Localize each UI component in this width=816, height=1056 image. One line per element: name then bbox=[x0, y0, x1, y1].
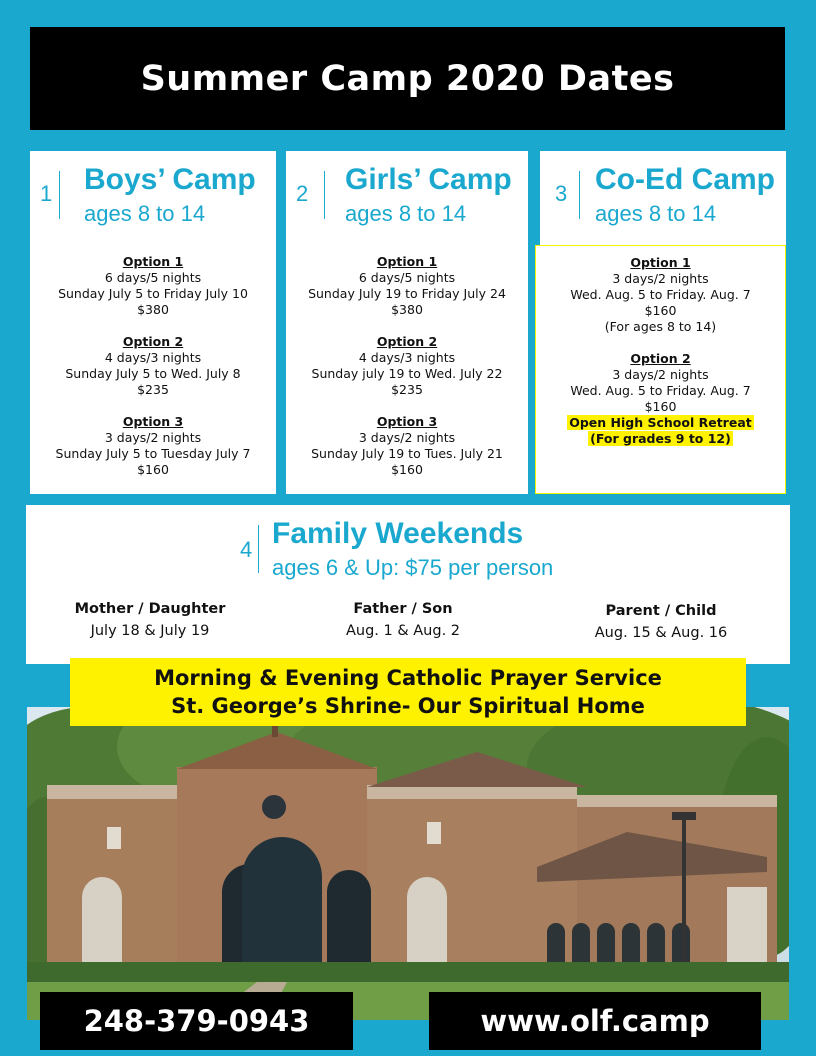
option-duration: 3 days/2 nights bbox=[612, 271, 709, 286]
option-dates: Wed. Aug. 5 to Friday. Aug. 7 bbox=[570, 287, 751, 302]
website-link[interactable]: www.olf.camp bbox=[429, 992, 761, 1050]
weekend-item bbox=[288, 601, 518, 639]
weekend-item bbox=[546, 603, 776, 641]
option-price: $380 bbox=[391, 302, 423, 317]
option-title: Option 2 bbox=[376, 334, 438, 349]
option-duration: 3 days/2 nights bbox=[104, 430, 202, 445]
prayer-line: Morning & Evening Catholic Prayer Service bbox=[154, 666, 662, 690]
option-price: $160 bbox=[391, 462, 423, 477]
option-dates: Wed. Aug. 5 to Friday. Aug. 7 bbox=[570, 383, 751, 398]
card-number: 3 bbox=[555, 181, 568, 206]
card-header bbox=[286, 151, 528, 245]
option-title: Option 1 bbox=[376, 254, 438, 269]
option-title: Option 3 bbox=[376, 414, 438, 429]
card-ages: ages 8 to 14 bbox=[595, 201, 717, 226]
card-ages: ages 8 to 14 bbox=[345, 201, 467, 226]
card-ages: ages 8 to 14 bbox=[84, 201, 206, 226]
card-number: 4 bbox=[240, 537, 253, 562]
divider bbox=[258, 525, 259, 573]
family-subtitle: ages 6 & Up: $75 per person bbox=[272, 555, 554, 580]
option-block bbox=[286, 414, 528, 478]
family-title: Family Weekends bbox=[272, 517, 524, 550]
weekend-name: Parent / Child bbox=[605, 603, 717, 619]
option-block bbox=[536, 255, 785, 335]
option-duration: 4 days/3 nights bbox=[358, 350, 456, 365]
page-title: Summer Camp 2020 Dates bbox=[30, 27, 785, 130]
coed-camp-card bbox=[540, 151, 786, 245]
option-duration: 4 days/3 nights bbox=[104, 350, 202, 365]
option-price: $160 bbox=[644, 399, 677, 414]
card-header bbox=[30, 151, 276, 245]
option-note: (For ages 8 to 14) bbox=[604, 319, 717, 334]
card-number: 1 bbox=[40, 181, 53, 206]
weekend-item bbox=[35, 601, 265, 639]
option-title: Option 1 bbox=[630, 255, 691, 270]
option-price: $160 bbox=[644, 303, 677, 318]
divider bbox=[324, 171, 325, 219]
option-dates: Sunday July 5 to Friday July 10 bbox=[58, 286, 248, 301]
shrine-photo bbox=[27, 707, 789, 1020]
option-duration: 3 days/2 nights bbox=[358, 430, 456, 445]
option-block bbox=[30, 334, 276, 398]
weekend-dates: Aug. 15 & Aug. 16 bbox=[594, 625, 728, 641]
option-dates: Sunday July 5 to Tuesday July 7 bbox=[55, 446, 251, 461]
weekend-name: Father / Son bbox=[353, 601, 453, 617]
shrine-illustration bbox=[27, 707, 789, 1020]
option-dates: Sunday July 19 to Friday July 24 bbox=[308, 286, 506, 301]
option-block bbox=[286, 254, 528, 318]
option-price: $380 bbox=[137, 302, 169, 317]
option-price: $235 bbox=[391, 382, 423, 397]
weekend-dates: Aug. 1 & Aug. 2 bbox=[345, 623, 461, 639]
option-price: $160 bbox=[137, 462, 169, 477]
divider bbox=[579, 171, 580, 219]
option-duration: 3 days/2 nights bbox=[612, 367, 709, 382]
divider bbox=[59, 171, 60, 219]
weekend-name: Mother / Daughter bbox=[74, 601, 226, 617]
card-header bbox=[540, 151, 786, 245]
option-duration: 6 days/5 nights bbox=[358, 270, 456, 285]
options-list bbox=[536, 255, 785, 447]
option-block bbox=[286, 334, 528, 398]
retreat-highlight: Open High School Retreat bbox=[569, 415, 752, 430]
card-title: Girls’ Camp bbox=[345, 163, 512, 196]
option-dates: Sunday july 19 to Wed. July 22 bbox=[311, 366, 503, 381]
option-title: Option 2 bbox=[122, 334, 184, 349]
option-block bbox=[30, 254, 276, 318]
retreat-grades-highlight: (For grades 9 to 12) bbox=[590, 431, 731, 446]
card-title: Boys’ Camp bbox=[84, 163, 256, 196]
options-list bbox=[286, 254, 528, 494]
options-list bbox=[30, 254, 276, 494]
prayer-service-banner bbox=[70, 658, 746, 726]
option-block bbox=[30, 414, 276, 478]
phone-number[interactable]: 248-379-0943 bbox=[40, 992, 353, 1050]
girls-camp-card bbox=[286, 151, 528, 494]
option-block bbox=[536, 351, 785, 447]
boys-camp-card bbox=[30, 151, 276, 494]
card-number: 2 bbox=[296, 181, 309, 206]
option-title: Option 1 bbox=[122, 254, 184, 269]
option-price: $235 bbox=[137, 382, 169, 397]
family-weekends-card bbox=[26, 505, 790, 664]
card-title: Co-Ed Camp bbox=[595, 163, 775, 196]
option-duration: 6 days/5 nights bbox=[104, 270, 202, 285]
weekend-dates: July 18 & July 19 bbox=[90, 623, 210, 639]
option-title: Option 2 bbox=[630, 351, 691, 366]
coed-options-box bbox=[535, 245, 786, 494]
option-dates: Sunday July 19 to Tues. July 21 bbox=[311, 446, 503, 461]
option-title: Option 3 bbox=[122, 414, 184, 429]
shrine-line: St. George’s Shrine- Our Spiritual Home bbox=[171, 694, 645, 718]
option-dates: Sunday July 5 to Wed. July 8 bbox=[65, 366, 241, 381]
